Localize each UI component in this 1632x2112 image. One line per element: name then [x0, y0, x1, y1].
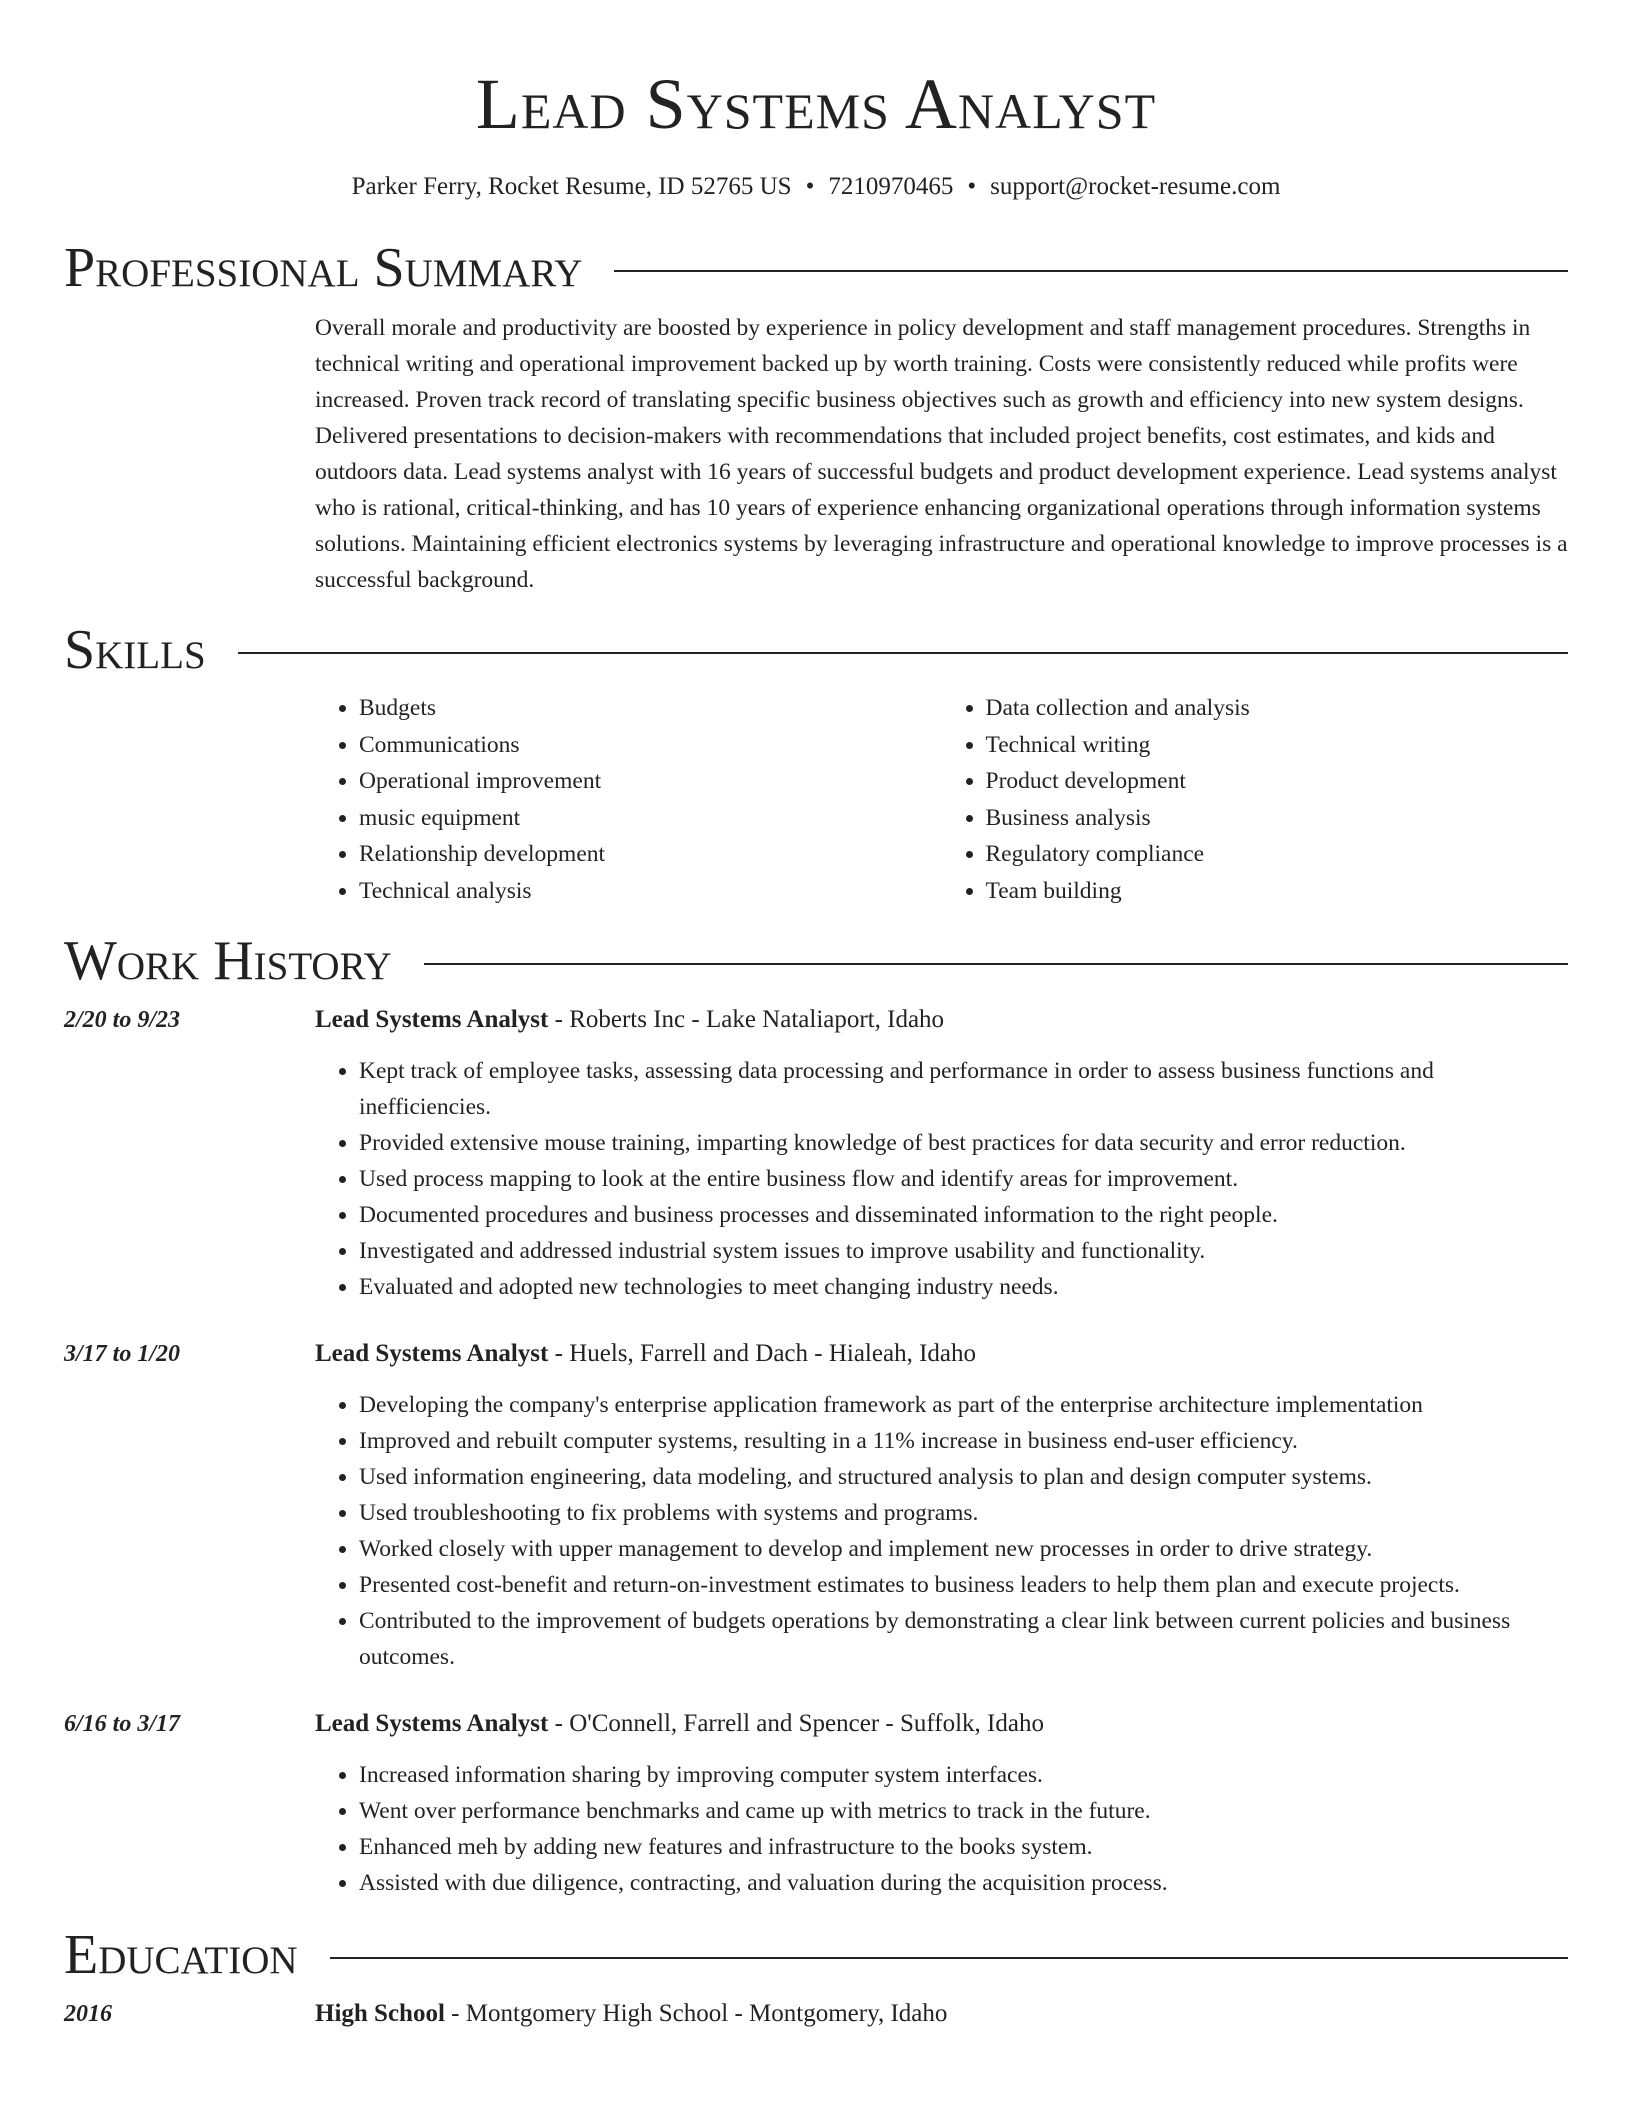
section-divider [330, 1957, 1568, 1959]
summary-text: Overall morale and productivity are boosted by experience in policy development and staff management procedures. Strengths in technical writing and operational improvement backed up by worth training. Costs were consistently reduced while profits were increased. Proven track record of translating specific business objectives such as growth and efficiency into new system designs. Delivered presentations to decision-makers with recommendations that included project benefits, cost estimates, and kids and outdoors data. Lead systems analyst with 16 years of successful budgets and product development experience. Lead systems analyst who is rational, critical-thinking, and has 10 years of experience enhancing organizational operations through information systems solutions. Maintaining efficient electronics systems by leveraging infrastructure and operational knowledge to improve processes is a successful background. [315, 315, 1568, 593]
contact-separator: • [967, 173, 977, 200]
job-bullet: • Worked closely with upper management to develop and implement new processes in order to drive strategy. [359, 1531, 1568, 1567]
contact-email: support@rocket-resume.com [990, 173, 1281, 200]
job-bullet: • Used troubleshooting to fix problems with systems and programs. [359, 1495, 1568, 1531]
job-bullet: • Kept track of employee tasks, assessing data processing and performance in order to assess business functions and inefficiencies. [359, 1053, 1568, 1125]
resume-title: Lead Systems Analyst [475, 64, 1157, 144]
skill-item: • Communications [359, 727, 942, 764]
job-title: Lead Systems Analyst [315, 1710, 549, 1737]
skills-section [64, 618, 1568, 909]
skill-item: • Business analysis [986, 800, 1569, 837]
job-bullets [315, 1387, 1568, 1675]
summary-section [64, 236, 1568, 598]
job-bullet: • Assisted with due diligence, contracting, and valuation during the acquisition process. [359, 1865, 1568, 1901]
contact-address: Parker Ferry, Rocket Resume, ID 52765 US [351, 173, 792, 200]
job-bullet: • Went over performance benchmarks and came up with metrics to track in the future. [359, 1793, 1568, 1829]
job-details: - Huels, Farrell and Dach - Hialeah, Idaho [548, 1340, 976, 1367]
skill-item: • Relationship development [359, 836, 942, 873]
skill-item: • Product development [986, 763, 1569, 800]
job-bullet: • Documented procedures and business processes and disseminated information to the right people. [359, 1197, 1568, 1233]
job-details: - Roberts Inc - Lake Nataliaport, Idaho [548, 1006, 945, 1033]
work-history-heading [64, 929, 1568, 993]
skill-item: • Data collection and analysis [986, 690, 1569, 727]
section-divider [238, 652, 1568, 654]
contact-phone: 7210970465 [828, 173, 954, 200]
skill-item: • Regulatory compliance [986, 836, 1569, 873]
contact-line [64, 172, 1568, 202]
skill-item: • Operational improvement [359, 763, 942, 800]
skills-list-left [315, 690, 942, 909]
job-title-line [315, 1339, 976, 1369]
skill-item: • music equipment [359, 800, 942, 837]
job-dates: 6/16 to 3/17 [64, 1711, 181, 1737]
job-entry [64, 1339, 1568, 1675]
skills-list-right [942, 690, 1569, 909]
education-details: - Montgomery High School - Montgomery, Idaho [444, 2000, 948, 2027]
job-details: - O'Connell, Farrell and Spencer - Suffolk, Idaho [548, 1710, 1044, 1737]
education-heading-text: Education [64, 1924, 298, 1986]
work-history-heading-text: Work History [64, 930, 392, 992]
education-section [64, 1923, 1568, 2029]
job-bullet: • Enhanced meh by adding new features and infrastructure to the books system. [359, 1829, 1568, 1865]
job-title: Lead Systems Analyst [315, 1006, 549, 1033]
job-title-line [315, 1005, 944, 1035]
section-divider [424, 963, 1568, 965]
job-bullet: • Provided extensive mouse training, imparting knowledge of best practices for data security and error reduction. [359, 1125, 1568, 1161]
job-dates: 2/20 to 9/23 [64, 1007, 181, 1033]
skills-grid [315, 690, 1568, 909]
job-title-line [315, 1709, 1044, 1739]
job-header [64, 1339, 1568, 1369]
job-bullet: • Improved and rebuilt computer systems, resulting in a 11% increase in business end-user efficiency. [359, 1423, 1568, 1459]
skill-item: • Technical analysis [359, 873, 942, 910]
skills-heading-text: Skills [64, 619, 206, 681]
job-title: Lead Systems Analyst [315, 1340, 549, 1367]
job-bullet: • Developing the company's enterprise application framework as part of the enterprise architecture implementation [359, 1387, 1568, 1423]
skill-item: • Technical writing [986, 727, 1569, 764]
education-entry [64, 1999, 1568, 2029]
job-header [64, 1005, 1568, 1035]
section-divider [614, 270, 1568, 272]
education-heading [64, 1923, 1568, 1987]
job-header [64, 1709, 1568, 1739]
education-degree: High School [315, 2000, 445, 2027]
job-bullet: • Presented cost-benefit and return-on-investment estimates to business leaders to help them plan and execute projects. [359, 1567, 1568, 1603]
summary-heading [64, 236, 1568, 300]
education-line [315, 1999, 947, 2029]
summary-heading-text: Professional Summary [64, 237, 583, 299]
job-bullet: • Investigated and addressed industrial system issues to improve usability and functionality. [359, 1233, 1568, 1269]
job-bullet: • Increased information sharing by improving computer system interfaces. [359, 1757, 1568, 1793]
job-entry [64, 1005, 1568, 1305]
job-bullet: • Used information engineering, data modeling, and structured analysis to plan and design computer systems. [359, 1459, 1568, 1495]
job-bullet: • Used process mapping to look at the entire business flow and identify areas for improvement. [359, 1161, 1568, 1197]
education-dates: 2016 [64, 2001, 112, 2027]
skills-heading [64, 618, 1568, 682]
job-bullet: • Evaluated and adopted new technologies to meet changing industry needs. [359, 1269, 1568, 1305]
contact-separator: • [805, 173, 815, 200]
job-bullet: • Contributed to the improvement of budgets operations by demonstrating a clear link between current policies and business outcomes. [359, 1603, 1568, 1675]
job-entry [64, 1709, 1568, 1901]
skill-item: • Budgets [359, 690, 942, 727]
skill-item: • Team building [986, 873, 1569, 910]
job-dates: 3/17 to 1/20 [64, 1341, 181, 1367]
job-bullets [315, 1053, 1568, 1305]
job-bullets [315, 1757, 1568, 1901]
work-history-section [64, 929, 1568, 1901]
